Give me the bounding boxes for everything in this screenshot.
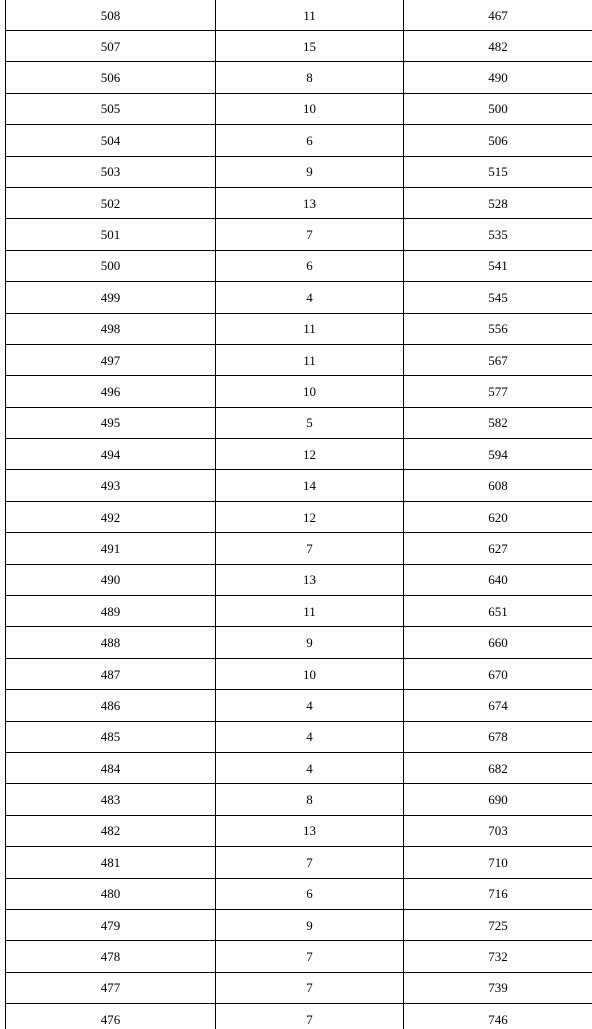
table-row bbox=[6, 564, 592, 595]
table-row bbox=[6, 596, 592, 627]
count-cell: 7 bbox=[216, 941, 404, 972]
cumulative-count-cell: 660 bbox=[404, 627, 592, 658]
table-row bbox=[6, 250, 592, 281]
table-row bbox=[6, 941, 592, 972]
cumulative-count-cell: 528 bbox=[404, 187, 592, 218]
score-table bbox=[5, 0, 592, 1029]
score-cell: 508 bbox=[6, 0, 216, 31]
count-cell: 7 bbox=[216, 533, 404, 564]
count-cell: 12 bbox=[216, 439, 404, 470]
table-row bbox=[6, 752, 592, 783]
table-row bbox=[6, 533, 592, 564]
cumulative-count-cell: 746 bbox=[404, 1004, 592, 1029]
cumulative-count-cell: 640 bbox=[404, 564, 592, 595]
count-cell: 11 bbox=[216, 344, 404, 375]
cumulative-count-cell: 620 bbox=[404, 501, 592, 532]
count-cell: 15 bbox=[216, 31, 404, 62]
cumulative-count-cell: 556 bbox=[404, 313, 592, 344]
count-cell: 14 bbox=[216, 470, 404, 501]
table-row bbox=[6, 0, 592, 31]
cumulative-count-cell: 651 bbox=[404, 596, 592, 627]
count-cell: 9 bbox=[216, 627, 404, 658]
cumulative-count-cell: 506 bbox=[404, 125, 592, 156]
score-cell: 481 bbox=[6, 847, 216, 878]
cumulative-count-cell: 674 bbox=[404, 690, 592, 721]
cumulative-count-cell: 678 bbox=[404, 721, 592, 752]
table-row bbox=[6, 156, 592, 187]
cumulative-count-cell: 682 bbox=[404, 752, 592, 783]
table-row bbox=[6, 376, 592, 407]
cumulative-count-cell: 577 bbox=[404, 376, 592, 407]
table-row bbox=[6, 721, 592, 752]
cumulative-count-cell: 582 bbox=[404, 407, 592, 438]
score-cell: 503 bbox=[6, 156, 216, 187]
score-cell: 498 bbox=[6, 313, 216, 344]
table-row bbox=[6, 972, 592, 1003]
cumulative-count-cell: 594 bbox=[404, 439, 592, 470]
count-cell: 8 bbox=[216, 784, 404, 815]
count-cell: 4 bbox=[216, 282, 404, 313]
table-row bbox=[6, 470, 592, 501]
count-cell: 13 bbox=[216, 815, 404, 846]
count-cell: 7 bbox=[216, 1004, 404, 1029]
table-row bbox=[6, 501, 592, 532]
count-cell: 13 bbox=[216, 187, 404, 218]
table-row bbox=[6, 909, 592, 940]
cumulative-count-cell: 535 bbox=[404, 219, 592, 250]
score-cell: 478 bbox=[6, 941, 216, 972]
table-row bbox=[6, 658, 592, 689]
cumulative-count-cell: 541 bbox=[404, 250, 592, 281]
score-cell: 484 bbox=[6, 752, 216, 783]
count-cell: 6 bbox=[216, 250, 404, 281]
table-row bbox=[6, 313, 592, 344]
score-cell: 494 bbox=[6, 439, 216, 470]
count-cell: 11 bbox=[216, 313, 404, 344]
score-cell: 492 bbox=[6, 501, 216, 532]
score-cell: 487 bbox=[6, 658, 216, 689]
score-cell: 493 bbox=[6, 470, 216, 501]
score-cell: 482 bbox=[6, 815, 216, 846]
table-row bbox=[6, 344, 592, 375]
score-cell: 505 bbox=[6, 93, 216, 124]
score-cell: 507 bbox=[6, 31, 216, 62]
score-cell: 506 bbox=[6, 62, 216, 93]
count-cell: 9 bbox=[216, 909, 404, 940]
score-cell: 496 bbox=[6, 376, 216, 407]
table-row bbox=[6, 878, 592, 909]
table-row bbox=[6, 125, 592, 156]
score-cell: 477 bbox=[6, 972, 216, 1003]
count-cell: 7 bbox=[216, 847, 404, 878]
score-cell: 480 bbox=[6, 878, 216, 909]
count-cell: 10 bbox=[216, 376, 404, 407]
table-row bbox=[6, 93, 592, 124]
score-cell: 483 bbox=[6, 784, 216, 815]
count-cell: 4 bbox=[216, 721, 404, 752]
table-row bbox=[6, 407, 592, 438]
cumulative-count-cell: 490 bbox=[404, 62, 592, 93]
score-cell: 489 bbox=[6, 596, 216, 627]
cumulative-count-cell: 608 bbox=[404, 470, 592, 501]
count-cell: 5 bbox=[216, 407, 404, 438]
count-cell: 7 bbox=[216, 972, 404, 1003]
cumulative-count-cell: 515 bbox=[404, 156, 592, 187]
cumulative-count-cell: 732 bbox=[404, 941, 592, 972]
score-table-body bbox=[6, 0, 592, 1029]
score-cell: 501 bbox=[6, 219, 216, 250]
score-cell: 485 bbox=[6, 721, 216, 752]
cumulative-count-cell: 716 bbox=[404, 878, 592, 909]
cumulative-count-cell: 690 bbox=[404, 784, 592, 815]
count-cell: 4 bbox=[216, 690, 404, 721]
cumulative-count-cell: 710 bbox=[404, 847, 592, 878]
cumulative-count-cell: 500 bbox=[404, 93, 592, 124]
cumulative-count-cell: 627 bbox=[404, 533, 592, 564]
count-cell: 8 bbox=[216, 62, 404, 93]
score-cell: 486 bbox=[6, 690, 216, 721]
count-cell: 10 bbox=[216, 658, 404, 689]
count-cell: 4 bbox=[216, 752, 404, 783]
table-row bbox=[6, 847, 592, 878]
score-cell: 497 bbox=[6, 344, 216, 375]
score-cell: 491 bbox=[6, 533, 216, 564]
count-cell: 10 bbox=[216, 93, 404, 124]
score-cell: 500 bbox=[6, 250, 216, 281]
count-cell: 13 bbox=[216, 564, 404, 595]
score-cell: 490 bbox=[6, 564, 216, 595]
score-cell: 502 bbox=[6, 187, 216, 218]
cumulative-count-cell: 725 bbox=[404, 909, 592, 940]
score-cell: 488 bbox=[6, 627, 216, 658]
score-table-container bbox=[5, 0, 592, 1029]
count-cell: 11 bbox=[216, 596, 404, 627]
table-row bbox=[6, 1004, 592, 1029]
table-row bbox=[6, 187, 592, 218]
count-cell: 6 bbox=[216, 878, 404, 909]
table-row bbox=[6, 784, 592, 815]
count-cell: 9 bbox=[216, 156, 404, 187]
score-cell: 499 bbox=[6, 282, 216, 313]
cumulative-count-cell: 482 bbox=[404, 31, 592, 62]
cumulative-count-cell: 670 bbox=[404, 658, 592, 689]
table-row bbox=[6, 815, 592, 846]
score-cell: 495 bbox=[6, 407, 216, 438]
count-cell: 12 bbox=[216, 501, 404, 532]
cumulative-count-cell: 467 bbox=[404, 0, 592, 31]
score-cell: 479 bbox=[6, 909, 216, 940]
score-cell: 476 bbox=[6, 1004, 216, 1029]
score-cell: 504 bbox=[6, 125, 216, 156]
cumulative-count-cell: 703 bbox=[404, 815, 592, 846]
table-row bbox=[6, 690, 592, 721]
count-cell: 6 bbox=[216, 125, 404, 156]
table-row bbox=[6, 627, 592, 658]
cumulative-count-cell: 567 bbox=[404, 344, 592, 375]
table-row bbox=[6, 282, 592, 313]
count-cell: 11 bbox=[216, 0, 404, 31]
cumulative-count-cell: 739 bbox=[404, 972, 592, 1003]
cumulative-count-cell: 545 bbox=[404, 282, 592, 313]
count-cell: 7 bbox=[216, 219, 404, 250]
table-row bbox=[6, 439, 592, 470]
table-row bbox=[6, 219, 592, 250]
table-row bbox=[6, 31, 592, 62]
table-row bbox=[6, 62, 592, 93]
